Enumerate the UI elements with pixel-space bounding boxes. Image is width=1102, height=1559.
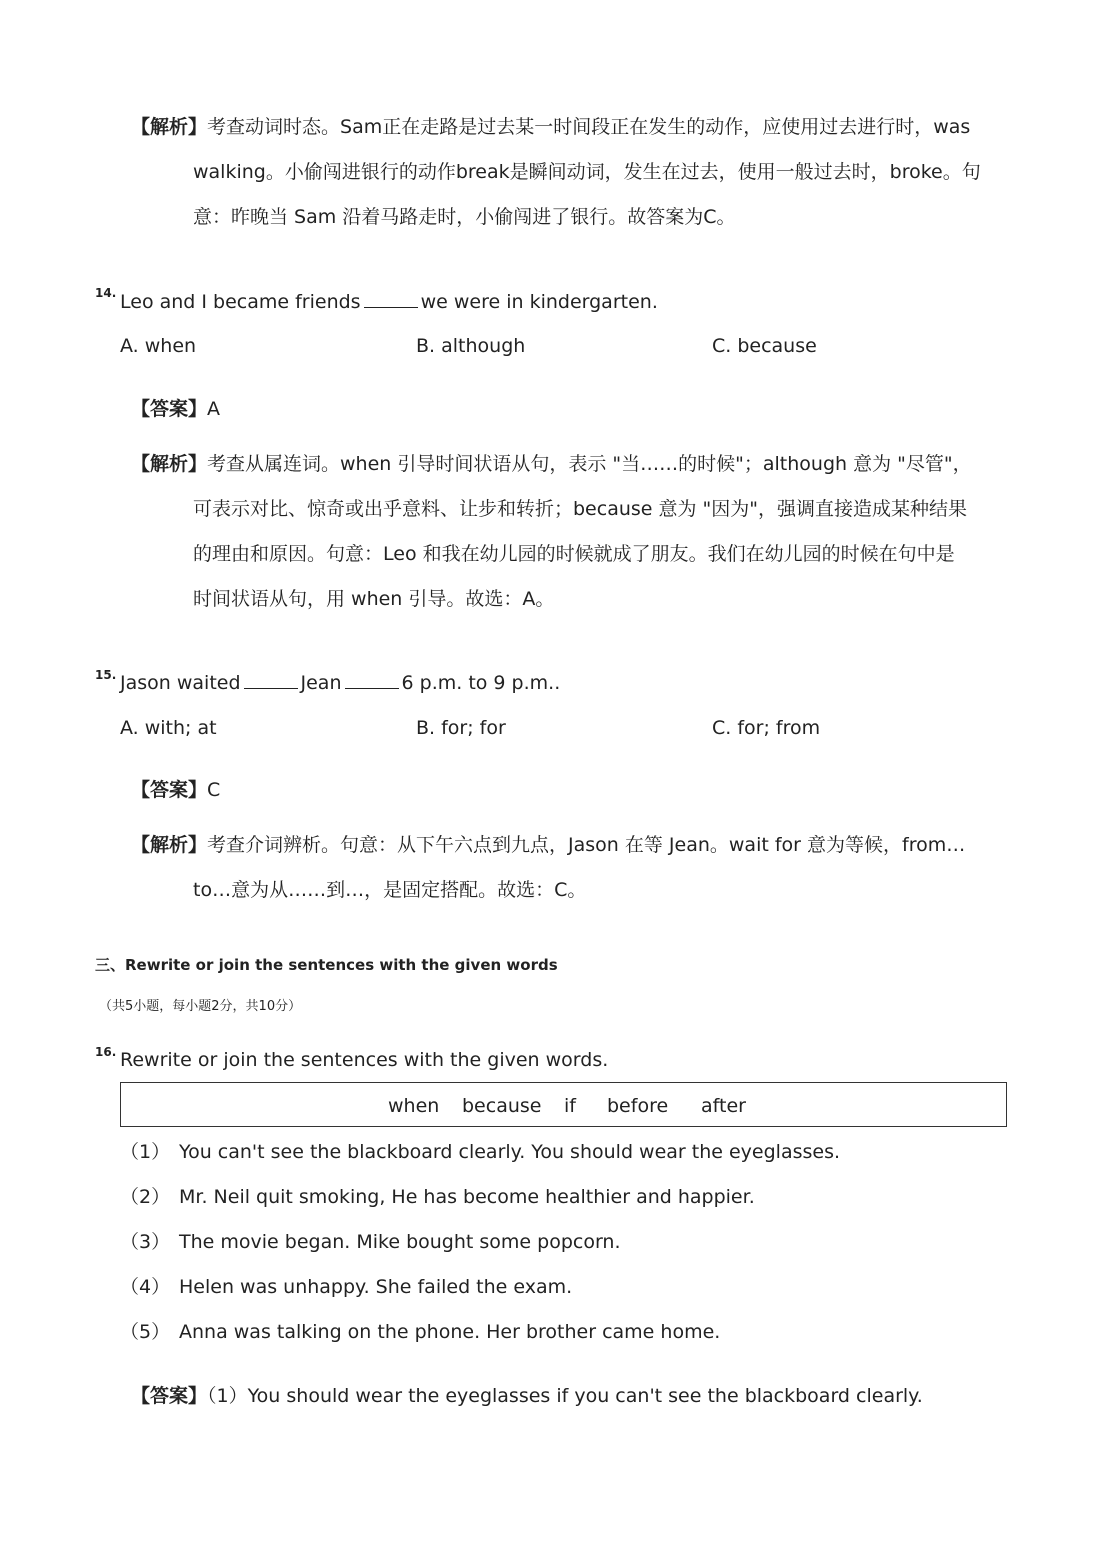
q15-answer-tag: 【答案】 (131, 779, 208, 801)
q15-option-b: B. for; for (416, 717, 506, 739)
word-bank-word: because (462, 1095, 542, 1117)
q15-analysis-tag: 【解析】 (131, 834, 208, 856)
section-3-title: 三、Rewrite or join the sentences with the given words (95, 956, 558, 974)
word-bank-word: before (607, 1095, 669, 1117)
q13-analysis-line-2: walking。小偷闯进银行的动作break是瞬间动词，发生在过去，使用一般过去时，broke。句 (193, 161, 981, 183)
q14-option-c: C. because (712, 335, 817, 357)
q14-analysis-line-4: 时间状语从句，用 when 引导。故选：A。 (193, 588, 555, 610)
q16-number: 16. (95, 1045, 117, 1059)
q16-stem: Rewrite or join the sentences with the given words. (120, 1049, 609, 1071)
q13-analysis-tag: 【解析】 (131, 116, 208, 138)
q16-item-3-index: （3） (120, 1231, 171, 1253)
q16-answer: 【答案】（1）You should wear the eyeglasses if you can't see the blackboard clearly. (131, 1385, 923, 1407)
q15-blank-1 (244, 670, 298, 689)
q14-analysis-line-3: 的理由和原因。句意：Leo 和我在幼儿园的时候就成了朋友。我们在幼儿园的时候在句中是 (193, 543, 955, 565)
q16-item-2-index: （2） (120, 1186, 171, 1208)
q14-analysis-line-1: 【解析】考查从属连词。when 引导时间状语从句，表示 "当……的时候"；although 意为 "尽管"， (131, 453, 972, 475)
q14-option-b: B. although (416, 335, 526, 357)
q16-item-3-text: The movie began. Mike bought some popcorn. (179, 1231, 621, 1253)
q14-blank (364, 289, 418, 308)
word-bank-word: if (564, 1095, 576, 1117)
q15-option-a: A. with; at (120, 717, 217, 739)
q15-option-c: C. for; from (712, 717, 821, 739)
word-bank-word: after (701, 1095, 746, 1117)
q14-number: 14. (95, 286, 117, 300)
q14-stem: Leo and I became friends we were in kindergarten. (120, 291, 658, 313)
word-bank-word: when (388, 1095, 440, 1117)
q16-item-5-index: （5） (120, 1321, 171, 1343)
q16-item-5-text: Anna was talking on the phone. Her brother came home. (179, 1321, 721, 1343)
q15-number: 15. (95, 668, 117, 682)
q13-analysis-line-1: 【解析】考查动词时态。Sam正在走路是过去某一时间段正在发生的动作，应使用过去进行时，was (131, 116, 971, 138)
q16-item-1-text: You can't see the blackboard clearly. You should wear the eyeglasses. (179, 1141, 841, 1163)
word-bank-box (120, 1082, 1007, 1127)
q15-stem: Jason waited Jean 6 p.m. to 9 p.m.. (120, 672, 561, 694)
q14-answer: 【答案】A (131, 398, 221, 420)
q16-item-2-text: Mr. Neil quit smoking, He has become healthier and happier. (179, 1186, 755, 1208)
q16-answer-tag: 【答案】 (131, 1385, 208, 1407)
q16-item-4-text: Helen was unhappy. She failed the exam. (179, 1276, 573, 1298)
q14-analysis-tag: 【解析】 (131, 453, 208, 475)
q16-item-1-index: （1） (120, 1141, 171, 1163)
q13-analysis-line-3: 意：昨晚当 Sam 沿着马路走时，小偷闯进了银行。故答案为C。 (193, 206, 736, 228)
section-3-note: （共5小题，每小题2分，共10分） (99, 999, 302, 1014)
q14-option-a: A. when (120, 335, 197, 357)
q15-blank-2 (345, 670, 399, 689)
q16-item-4-index: （4） (120, 1276, 171, 1298)
q15-analysis-line-2: to…意为从……到…，是固定搭配。故选：C。 (193, 879, 587, 901)
q14-analysis-line-2: 可表示对比、惊奇或出乎意料、让步和转折；because 意为 "因为"，强调直接造成某种结果 (193, 498, 968, 520)
q14-answer-tag: 【答案】 (131, 398, 208, 420)
q15-answer: 【答案】C (131, 779, 221, 801)
q15-analysis-line-1: 【解析】考查介词辨析。句意：从下午六点到九点，Jason 在等 Jean。wait for 意为等候，from… (131, 834, 966, 856)
